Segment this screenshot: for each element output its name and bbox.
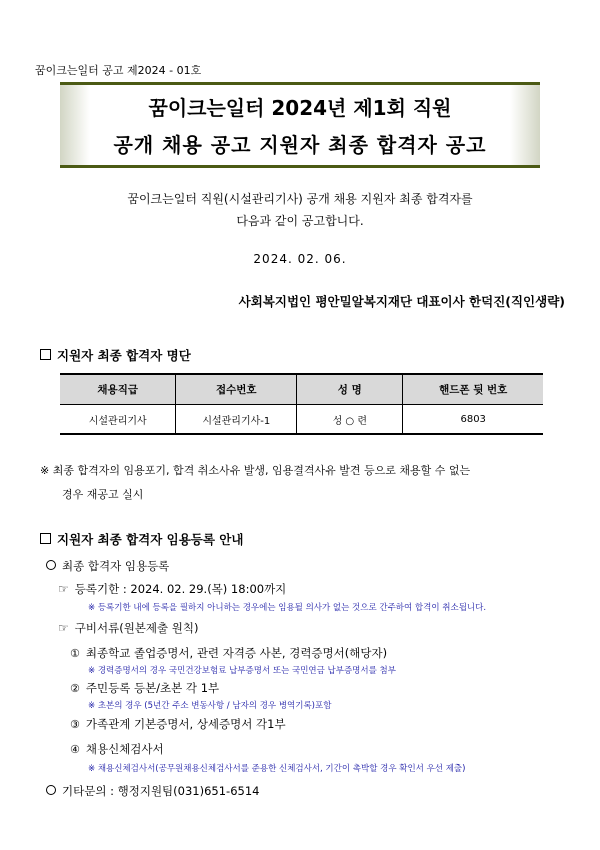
contact bbox=[46, 783, 259, 799]
sub-heading bbox=[46, 558, 169, 574]
page-title-line2: 공개 채용 공고 지원자 최종 합격자 공고 bbox=[113, 133, 487, 157]
circle-bullet-icon bbox=[46, 785, 56, 795]
doc-item-2-text: 주민등록 등본/초본 각 1부 bbox=[85, 681, 220, 695]
doc-item-2-note: ※ 초본의 경우 (5년간 주소 변동사항 / 남자의 경우 병역기록)포함 bbox=[88, 701, 332, 711]
page-title-line1: 꿈이크는일터 2024년 제1회 직원 bbox=[148, 96, 452, 120]
docs-label-text: 구비서류(원본제출 원칙) bbox=[74, 621, 199, 635]
docs-label bbox=[58, 620, 198, 636]
section1-heading-text: 지원자 최종 합격자 명단 bbox=[57, 348, 191, 363]
deadline-note: ※ 등록기한 내에 등록을 필하지 아니하는 경우에는 임용될 의사가 없는 것으로 간주하여 합격이 취소됩니다. bbox=[88, 603, 487, 613]
doc-item-1-number: ① bbox=[70, 647, 80, 660]
doc-item-2-number: ② bbox=[70, 682, 80, 695]
contact-text: 기타문의 : 행정지원팀(031)651-6514 bbox=[62, 784, 260, 798]
circle-bullet-icon bbox=[46, 560, 56, 570]
deadline-text: 등록기한 : 2024. 02. 29.(목) 18:00까지 bbox=[74, 582, 287, 596]
sub-heading-text: 최종 합격자 임용등록 bbox=[62, 559, 170, 573]
intro-line1: 꿈이크는일터 직원(시설관리기사) 공개 채용 지원자 최종 합격자를 bbox=[127, 192, 473, 206]
deadline bbox=[58, 581, 286, 597]
announcement-date: 2024. 02. 06. bbox=[253, 252, 347, 266]
col-header-position: 채용직급 bbox=[60, 374, 176, 405]
doc-item-1-text: 최종학교 졸업증명서, 관련 자격증 사본, 경력증명서(해당자) bbox=[85, 646, 388, 660]
pointing-hand-icon: ☞ bbox=[58, 621, 69, 635]
doc-item-3 bbox=[70, 716, 286, 732]
note-line1: ※ 최종 합격자의 임용포기, 합격 취소사유 발생, 임용결격사유 발견 등으로 채용할 수 없는 bbox=[40, 464, 471, 477]
doc-item-4 bbox=[70, 741, 164, 757]
table-row bbox=[60, 405, 543, 435]
col-header-phone: 핸드폰 뒷 번호 bbox=[403, 374, 543, 405]
cell-position: 시설관리기사 bbox=[60, 405, 176, 435]
section1-heading bbox=[40, 346, 191, 364]
cell-name: 성 ○ 련 bbox=[297, 405, 403, 435]
cell-phone: 6803 bbox=[403, 405, 543, 435]
col-header-name: 성 명 bbox=[297, 374, 403, 405]
intro-line2: 다음과 같이 공고합니다. bbox=[236, 214, 364, 228]
table-header-row bbox=[60, 374, 543, 405]
doc-item-2 bbox=[70, 680, 219, 696]
col-header-receipt-no: 접수번호 bbox=[176, 374, 297, 405]
result-table bbox=[60, 373, 543, 435]
pointing-hand-icon: ☞ bbox=[58, 582, 69, 596]
section2-heading bbox=[40, 530, 243, 548]
doc-item-4-text: 채용신체검사서 bbox=[85, 742, 164, 756]
note-line2: 경우 재공고 실시 bbox=[62, 488, 144, 501]
doc-item-1 bbox=[70, 645, 387, 661]
issuer: 사회복지법인 평안밀알복지재단 대표이사 한덕진(직인생략) bbox=[238, 294, 565, 309]
section2-heading-text: 지원자 최종 합격자 임용등록 안내 bbox=[57, 532, 244, 547]
square-bullet-icon bbox=[40, 533, 51, 544]
square-bullet-icon bbox=[40, 349, 51, 360]
doc-item-1-note: ※ 경력증명서의 경우 국민건강보험료 납부증명서 또는 국민연금 납부증명서를 첨부 bbox=[88, 666, 396, 676]
doc-item-4-note: ※ 채용신체검사서(공무원채용신체검사서를 준용한 신체검사서, 기간이 촉박할 경우 확인서 우선 제출) bbox=[88, 764, 466, 774]
doc-item-3-number: ③ bbox=[70, 718, 80, 731]
doc-item-4-number: ④ bbox=[70, 743, 80, 756]
cell-receipt-no: 시설관리기사-1 bbox=[176, 405, 297, 435]
doc-item-3-text: 가족관계 기본증명서, 상세증명서 각1부 bbox=[85, 717, 286, 731]
doc-number: 꿈이크는일터 공고 제2024 - 01호 bbox=[35, 64, 202, 77]
